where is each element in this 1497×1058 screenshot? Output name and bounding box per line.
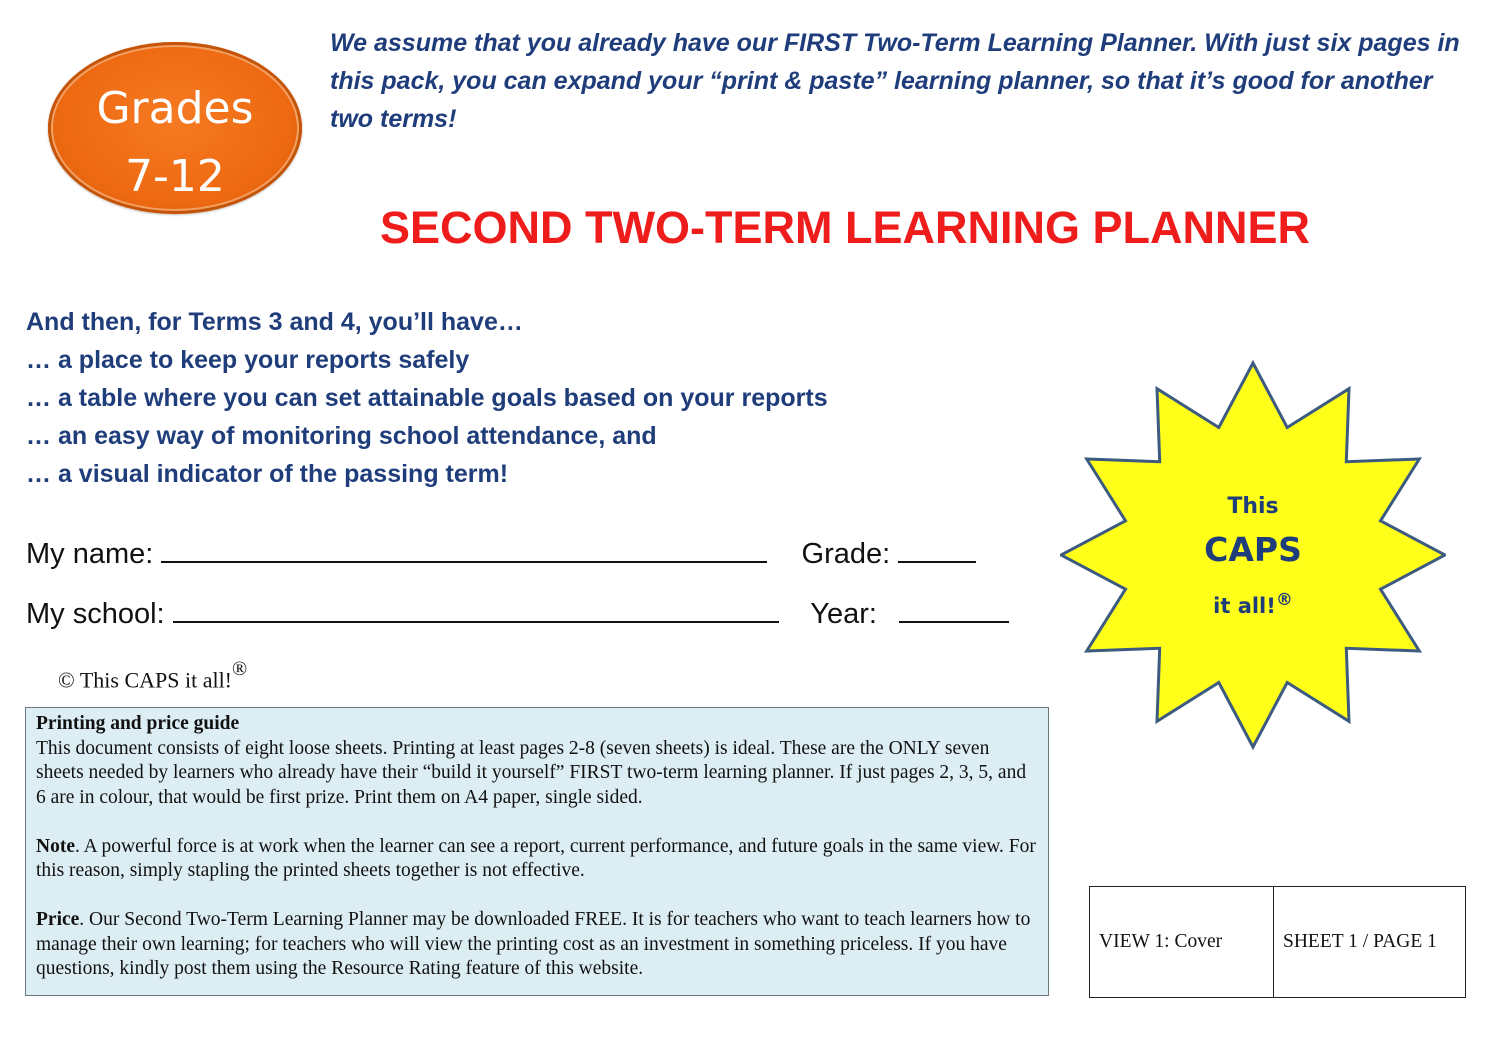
grade-field[interactable]: [898, 535, 976, 563]
starburst-line3-text: it all!: [1213, 594, 1276, 618]
name-label: My name:: [26, 538, 154, 570]
starburst-line1: This: [1227, 494, 1279, 519]
intro-text: We assume that you already have our FIRST Two-Term Learning Planner. With just six pages in this pack, you can expand your “print & paste” learning planner, so that it’s good for another two terms!: [330, 29, 1460, 133]
price-text: . Our Second Two-Term Learning Planner may be downloaded FREE. It is for teachers who want to teach learners how to manage their own learning; for teachers who will view the printing cost as an investment in something priceless. If you have questions, kindly post them using the Resource Rating feature of this website.: [36, 909, 1031, 979]
page-title: SECOND TWO-TERM LEARNING PLANNER: [380, 202, 1310, 253]
school-row: [26, 594, 1009, 634]
price-label: Price: [36, 909, 80, 930]
feature-item: … a table where you can set attainable goals based on your reports: [26, 384, 828, 412]
note-text: . A powerful force is at work when the learner can see a report, current performance, and future goals in the same view. For this reason, simply stapling the printed sheets together is not effective.: [36, 835, 1036, 881]
feature-item: … a visual indicator of the passing term!: [26, 460, 509, 488]
school-field[interactable]: [173, 595, 779, 623]
starburst-caps: CAPS: [1204, 530, 1302, 569]
registered-mark: ®: [232, 658, 248, 680]
view-cell: VIEW 1: Cover: [1090, 887, 1274, 998]
copyright-symbol: ©: [58, 667, 75, 693]
name-row: [26, 534, 976, 574]
printing-guide-box: [25, 707, 1049, 996]
grades-badge: [48, 42, 302, 214]
feature-item: … a place to keep your reports safely: [26, 346, 470, 374]
year-field[interactable]: [899, 595, 1009, 623]
view-sheet-table: [1089, 886, 1466, 998]
starburst-line3: [1150, 590, 1356, 618]
school-label: My school:: [26, 598, 165, 630]
note-label: Note: [36, 835, 75, 857]
guide-paragraph: This document consists of eight loose sheets. Printing at least pages 2-8 (seven sheets) is ideal. These are the ONLY seven sheets needed by learners who already have their “build it yourself” FIRST two-term learning planner. If just pages 2, 3, 5, and 6 are in colour, that would be first prize. Print them on A4 paper, single sided.: [36, 737, 1027, 808]
grades-label: Grades: [96, 83, 254, 134]
year-label: Year:: [810, 598, 877, 630]
guide-note: [36, 835, 1038, 884]
guide-heading: Printing and price guide: [36, 713, 240, 734]
guide-price: [36, 908, 1038, 982]
grade-label: Grade:: [801, 538, 891, 570]
name-field[interactable]: [161, 535, 767, 563]
copyright-text: This CAPS it all!: [79, 667, 233, 693]
features-list: [26, 303, 1026, 493]
feature-item: … an easy way of monitoring school attendance, and: [26, 422, 657, 450]
copyright: [58, 658, 248, 693]
starburst-registered-mark: ®: [1275, 590, 1293, 610]
grades-range: 7-12: [125, 151, 225, 202]
sheet-cell: SHEET 1 / PAGE 1: [1274, 887, 1466, 998]
features-lead: And then, for Terms 3 and 4, you’ll have…: [26, 308, 523, 336]
